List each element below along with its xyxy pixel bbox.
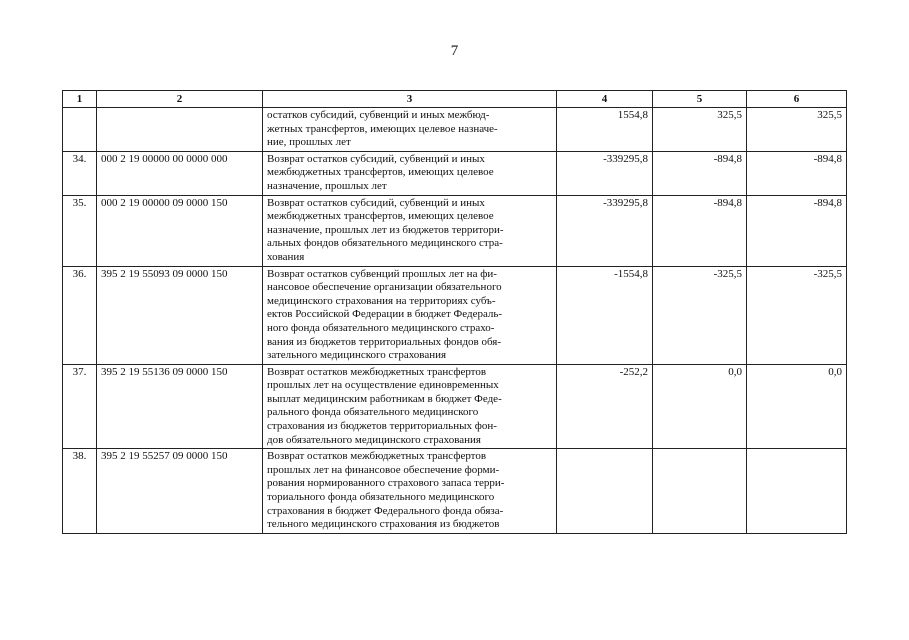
description-line: тельного медицинского страхования из бюджетов bbox=[267, 518, 500, 531]
description-line: межбюджетных трансфертов, имеющих целевое bbox=[267, 210, 494, 223]
description-line: назначение, прошлых лет из бюджетов территори- bbox=[267, 223, 504, 236]
value-column-4: 1554,8 bbox=[557, 108, 653, 152]
table-row bbox=[63, 266, 847, 364]
row-number: 37. bbox=[63, 364, 97, 449]
description-line: нансовое обеспечение организации обязательного bbox=[267, 281, 502, 294]
value-column-6: -325,5 bbox=[747, 266, 847, 364]
value-column-4 bbox=[557, 449, 653, 534]
budget-code: 395 2 19 55093 09 0000 150 bbox=[97, 266, 263, 364]
description-line: хования bbox=[267, 250, 305, 263]
value-column-5: -894,8 bbox=[653, 195, 747, 266]
row-description bbox=[263, 364, 557, 449]
value-column-6: -894,8 bbox=[747, 151, 847, 195]
description-line: Возврат остатков субсидий, субвенций и иных bbox=[267, 196, 485, 209]
value-column-6 bbox=[747, 449, 847, 534]
row-number: 38. bbox=[63, 449, 97, 534]
column-header-4: 4 bbox=[557, 91, 653, 108]
description-line: прошлых лет на осуществление единовременных bbox=[267, 379, 499, 392]
table-header-row bbox=[63, 91, 847, 108]
table-row bbox=[63, 108, 847, 152]
row-description bbox=[263, 449, 557, 534]
value-column-6: 325,5 bbox=[747, 108, 847, 152]
description-line: зательного медицинского страхования bbox=[267, 349, 447, 362]
table-body bbox=[63, 108, 847, 534]
column-header-2: 2 bbox=[97, 91, 263, 108]
description-line: дов обязательного медицинского страхования bbox=[267, 433, 481, 446]
description-line: ектов Российской Федерации в бюджет Федераль- bbox=[267, 308, 503, 321]
description-line: выплат медицинским работникам в бюджет Феде- bbox=[267, 392, 502, 405]
column-header-3: 3 bbox=[263, 91, 557, 108]
budget-table bbox=[62, 90, 847, 534]
budget-code: 000 2 19 00000 00 0000 000 bbox=[97, 151, 263, 195]
row-number bbox=[63, 108, 97, 152]
description-line: страхования из бюджетов территориальных фон- bbox=[267, 420, 497, 433]
value-column-5: -325,5 bbox=[653, 266, 747, 364]
table-row bbox=[63, 151, 847, 195]
description-line: Возврат остатков субвенций прошлых лет на фи- bbox=[267, 267, 497, 280]
description-line: Возврат остатков межбюджетных трансфертов bbox=[267, 450, 487, 463]
budget-code: 000 2 19 00000 09 0000 150 bbox=[97, 195, 263, 266]
value-column-5: 0,0 bbox=[653, 364, 747, 449]
value-column-4: -339295,8 bbox=[557, 195, 653, 266]
row-number: 35. bbox=[63, 195, 97, 266]
row-number: 34. bbox=[63, 151, 97, 195]
description-line: остатков субсидий, субвенций и иных межбюд- bbox=[267, 109, 490, 121]
row-description bbox=[263, 151, 557, 195]
description-line: жетных трансфертов, имеющих целевое назначе- bbox=[267, 122, 498, 135]
table-row bbox=[63, 195, 847, 266]
description-line: вания из бюджетов территориальных фондов обя- bbox=[267, 335, 502, 348]
table-row bbox=[63, 449, 847, 534]
description-line: страхования в бюджет Федерального фонда обяза- bbox=[267, 504, 504, 517]
description-line: Возврат остатков межбюджетных трансфертов bbox=[267, 365, 487, 378]
value-column-4: -339295,8 bbox=[557, 151, 653, 195]
description-line: ние, прошлых лет bbox=[267, 136, 351, 149]
description-line: рального фонда обязательного медицинского bbox=[267, 406, 479, 419]
table-row bbox=[63, 364, 847, 449]
row-description bbox=[263, 195, 557, 266]
description-line: медицинского страхования на территориях субъ- bbox=[267, 294, 496, 307]
row-number: 36. bbox=[63, 266, 97, 364]
value-column-4: -252,2 bbox=[557, 364, 653, 449]
description-line: Возврат остатков субсидий, субвенций и иных bbox=[267, 152, 485, 165]
row-description bbox=[263, 266, 557, 364]
description-line: назначение, прошлых лет bbox=[267, 179, 387, 192]
budget-code: 395 2 19 55257 09 0000 150 bbox=[97, 449, 263, 534]
value-column-5: 325,5 bbox=[653, 108, 747, 152]
column-header-5: 5 bbox=[653, 91, 747, 108]
value-column-4: -1554,8 bbox=[557, 266, 653, 364]
value-column-6: 0,0 bbox=[747, 364, 847, 449]
description-line: прошлых лет на финансовое обеспечение форми- bbox=[267, 463, 500, 476]
description-line: рования нормированного страхового запаса терри- bbox=[267, 477, 505, 490]
budget-code: 395 2 19 55136 09 0000 150 bbox=[97, 364, 263, 449]
description-line: альных фондов обязательного медицинского стра- bbox=[267, 237, 503, 250]
value-column-5: -894,8 bbox=[653, 151, 747, 195]
budget-code bbox=[97, 108, 263, 152]
description-line: ториального фонда обязательного медицинского bbox=[267, 491, 495, 504]
column-header-1: 1 bbox=[63, 91, 97, 108]
value-column-5 bbox=[653, 449, 747, 534]
description-line: ного фонда обязательного медицинского страхо- bbox=[267, 321, 495, 334]
column-header-6: 6 bbox=[747, 91, 847, 108]
row-description bbox=[263, 108, 557, 152]
page-number: 7 bbox=[450, 43, 459, 59]
value-column-6: -894,8 bbox=[747, 195, 847, 266]
description-line: межбюджетных трансфертов, имеющих целевое bbox=[267, 166, 494, 179]
